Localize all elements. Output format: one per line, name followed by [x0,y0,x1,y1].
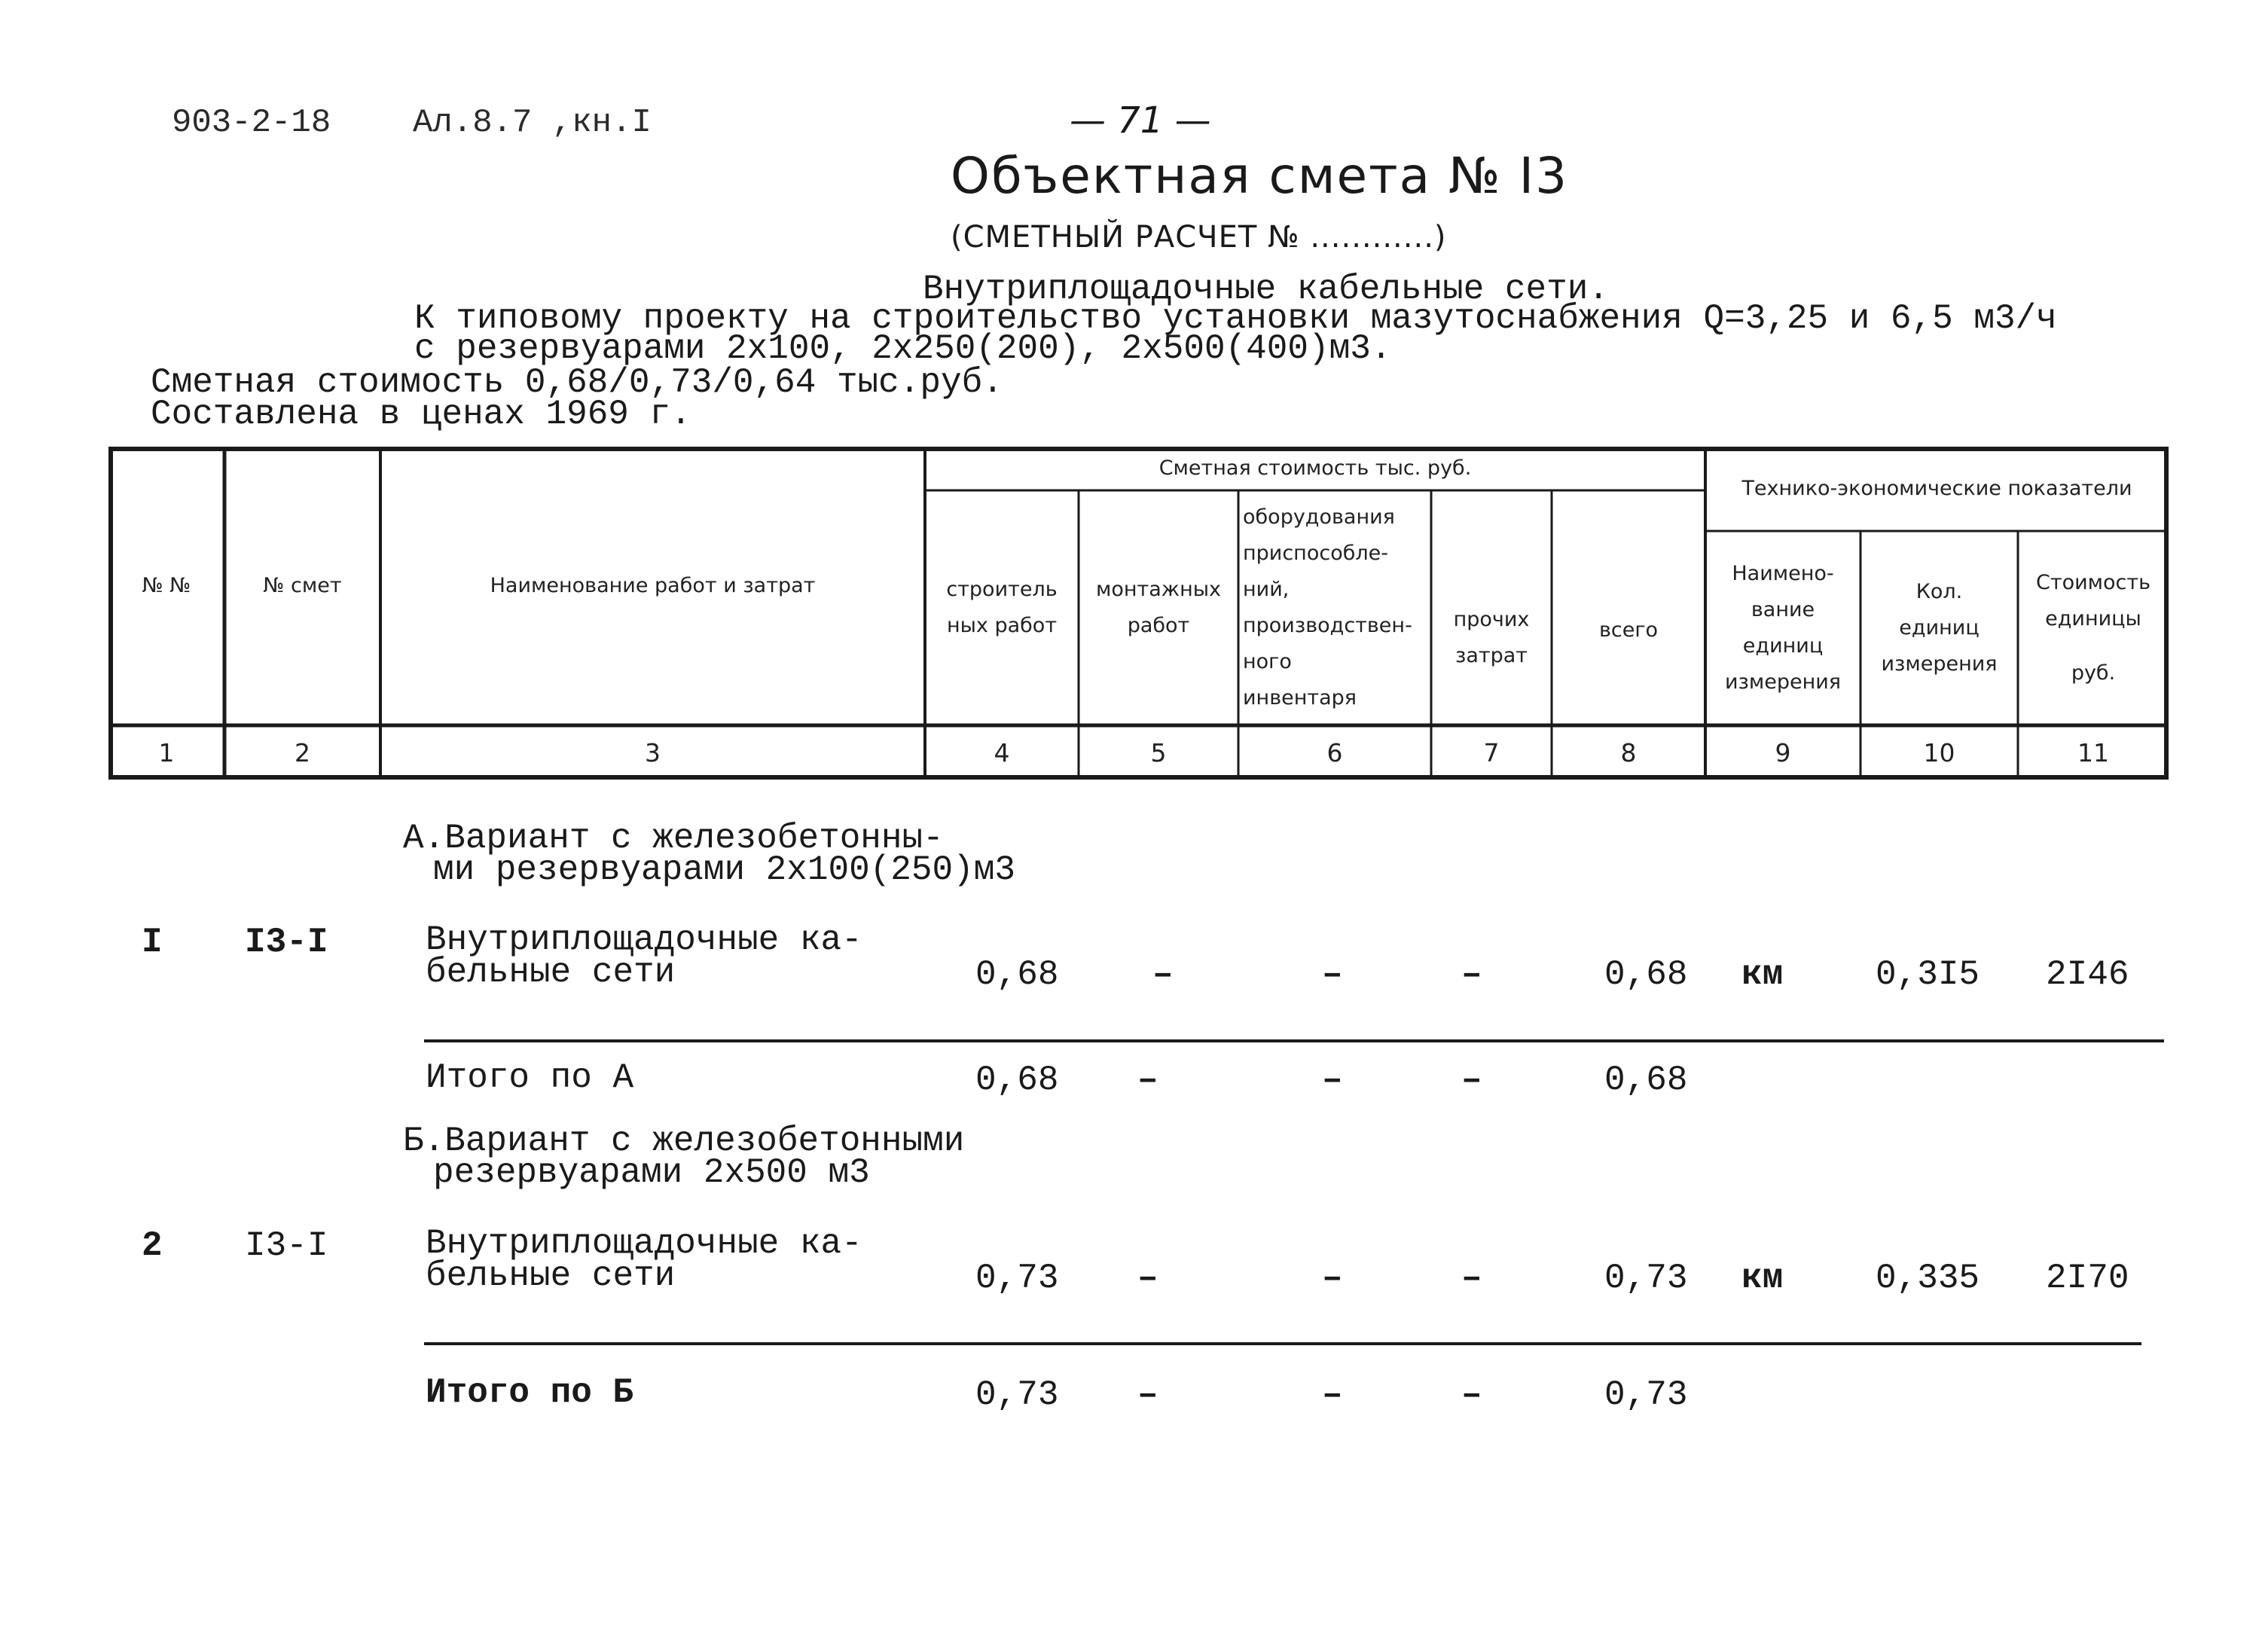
subtotal-construction: 0,68 [975,1061,1059,1100]
col-header-unit-cost: Стоимость единицы руб. [2035,571,2151,685]
group-header-cost: Сметная стоимость тыс. руб. [1158,456,1472,480]
album-reference: Ал.8.7 ,кн.I [413,104,652,142]
col-number: 7 [1483,737,1500,768]
section-a-title-cont: ми резервуарами 2х100(250)м3 [433,850,1015,890]
row-estimate-ref: I3-I [245,923,328,962]
row-installation-cost: – [1152,955,1174,994]
price-basis: Составлена в ценах 1969 г. [151,395,691,434]
row-unit-cost: 2I46 [2046,955,2129,994]
subtotal-equipment: – [1322,1375,1343,1415]
row-quantity: 0,335 [1876,1259,1980,1298]
row-work-name: Внутриплощадочные ка- [426,920,862,960]
col-number: 10 [1923,737,1955,768]
col-header-total: всего [1598,618,1659,642]
row-other-cost: – [1461,955,1482,994]
col-header-installation: монтажных работ [1095,578,1222,637]
col-header-no: № № [142,574,191,597]
subtotal-label: Итого по Б [426,1373,634,1412]
row-work-name: Внутриплощадочные ка- [426,1224,862,1263]
page-title: Объектная смета № I3 [951,147,1569,205]
section-b-title: Б.Вариант с железобетонными [403,1122,965,1161]
page-number: — 71 — [1070,99,1211,142]
col-header-construction: строитель ных работ [946,578,1058,637]
col-header-estimate: № смет [263,574,342,597]
col-header-unit-name: Наимено- вание единиц измерения [1724,562,1842,694]
col-number: 3 [645,737,661,768]
row-construction-cost: 0,73 [975,1259,1059,1298]
estimated-cost: Сметная стоимость 0,68/0,73/0,64 тыс.руб. [151,363,1003,402]
col-header-name: Наименование работ и затрат [490,574,816,597]
reservoirs-description: с резервуарами 2х100, 2х250(200), 2х500(400)м3. [414,329,1392,368]
row-number: 2 [142,1226,163,1265]
subtotal-construction: 0,73 [975,1375,1059,1415]
subtotal-installation: – [1137,1375,1158,1415]
subtotal-label: Итого по А [426,1058,634,1097]
subtotal-rule [424,1039,2164,1042]
col-number: 4 [994,737,1010,768]
project-description: К типовому проекту на строительство установки мазутоснабжения Q=3,25 и 6,5 м3/ч [414,299,2057,338]
row-work-name-cont: бельные сети [426,953,676,992]
subtotal-installation: – [1137,1061,1158,1100]
row-other-cost: – [1461,1259,1482,1298]
col-number: 9 [1775,737,1791,768]
row-equipment-cost: – [1322,1259,1343,1298]
subtotal-other: – [1461,1061,1482,1100]
col-number: 1 [158,737,175,768]
row-construction-cost: 0,68 [975,955,1059,994]
subtotal-total: 0,68 [1604,1061,1688,1100]
row-unit: км [1741,1259,1784,1298]
col-number: 2 [295,737,310,768]
section-b-title-cont: резервуарами 2х500 м3 [433,1153,870,1192]
row-installation-cost: – [1137,1259,1158,1298]
section-a-title: А.Вариант с железобетонны- [403,819,944,858]
col-header-other: прочих затрат [1453,608,1530,667]
row-estimate-ref: I3-I [245,1226,328,1265]
subtotal-other: – [1461,1375,1482,1415]
row-unit-cost: 2I70 [2046,1259,2129,1298]
row-unit: км [1741,955,1784,994]
col-header-unit-qty: Кол. единиц измерения [1881,580,1998,676]
row-quantity: 0,3I5 [1876,955,1980,994]
row-total-cost: 0,68 [1604,955,1688,994]
row-number: I [142,923,163,962]
col-number: 5 [1150,737,1167,768]
row-total-cost: 0,73 [1604,1259,1688,1298]
object-name: Внутриплощадочные кабельные сети. [923,270,1609,309]
col-header-equipment: оборудования приспособле- ний, производствен- ного инвентаря [1243,505,1412,710]
col-number: 11 [2077,737,2109,768]
page-subtitle: (СМЕТНЫЙ РАСЧЕТ № ............) [951,220,1447,255]
subtotal-rule [424,1342,2141,1345]
document-code: 903-2-18 [172,104,331,142]
estimate-table [108,447,2169,780]
col-number: 6 [1326,737,1343,768]
subtotal-equipment: – [1322,1061,1343,1100]
group-header-tech: Технико-экономические показатели [1741,477,2132,500]
row-equipment-cost: – [1322,955,1343,994]
row-work-name-cont: бельные сети [426,1256,676,1296]
subtotal-total: 0,73 [1604,1375,1688,1415]
col-number: 8 [1620,737,1637,768]
